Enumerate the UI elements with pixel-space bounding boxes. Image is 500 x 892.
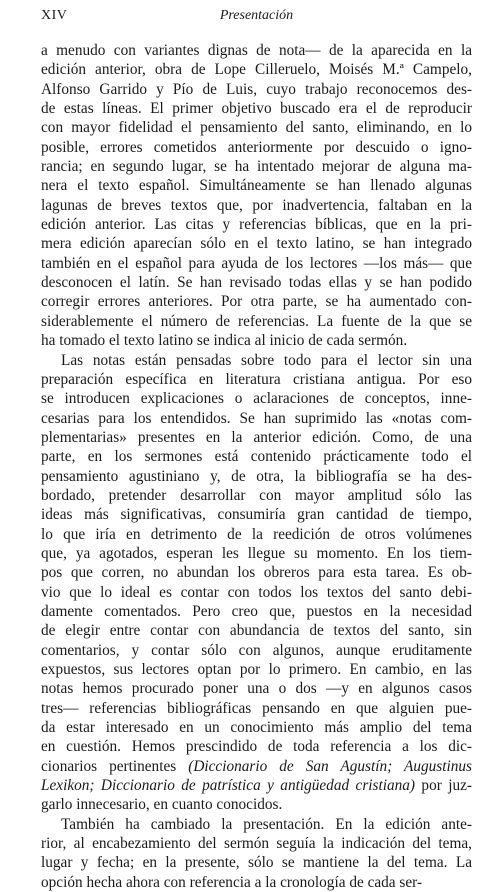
text-line: parte, en los sermones está contenido prácticamente todo el	[41, 448, 472, 466]
text-line: de elegir entre contar con abundancia de textos del santo, sin	[41, 622, 472, 640]
book-page	[41, 6, 472, 892]
text-line: Las notas están pensadas sobre todo para el lector sin una	[61, 351, 472, 369]
text-line: se introducen explicaciones o aclaraciones de conceptos, inne-	[41, 390, 472, 408]
running-head	[41, 6, 472, 28]
text-line: da estar interesado en un conocimiento más amplio del tema	[41, 719, 472, 737]
text-line: a menudo con variantes dignas de nota— de la aparecida en la	[41, 42, 472, 59]
text-line: pensamiento agustiniano y, de otra, la bibliografía se ha des-	[41, 467, 472, 485]
text-line: garlo innecesario, en cuanto conocidos.	[41, 796, 283, 814]
paragraph-3	[41, 815, 472, 892]
text-line: siderablemente el número de referencias. La fuente de la que se	[41, 312, 472, 330]
text-line: que, ya agotados, esperan les llegue su momento. En los tiem-	[41, 544, 472, 562]
text-run: cionarios pertinentes	[41, 757, 177, 775]
italic-title-run: (Diccionario de San Agustín; Augustinus	[188, 757, 472, 775]
text-line: con mayor fidelidad el pensamiento del santo, eliminando, en lo	[41, 119, 472, 137]
paragraph-1	[41, 41, 472, 351]
page-number: XIV	[41, 8, 68, 23]
paragraph-2	[41, 351, 472, 815]
text-run: por juz-	[415, 777, 472, 795]
text-line: mera edición aparecían sólo en el texto latino, se han integrado	[41, 235, 472, 253]
text-line: lo que iría en detrimento de la reedición de otros volúmenes	[41, 525, 472, 543]
text-line: tres— referencias bibliográficas pensando en que alguien pue-	[41, 699, 472, 717]
text-line: también en el español para ayuda de los lectores —los más— que	[41, 254, 472, 272]
text-line: edición anterior, obra de Lope Cilleruelo, Moisés M.ª Campelo,	[41, 61, 472, 79]
text-line: Alfonso Garrido y Pío de Luis, cuyo trabajo reconocemos des-	[41, 80, 472, 98]
italic-title-run: Lexikon; Diccionario de patrística y antigüedad cristiana)	[41, 777, 416, 795]
text-line: También ha cambiado la presentación. En la edición ante-	[61, 815, 472, 833]
text-line: edición anterior. Las citas y referencias bíblicas, que en la pri-	[41, 216, 472, 234]
text-line: de estas líneas. El primer objetivo buscado era el de reproducir	[41, 100, 472, 118]
text-line	[41, 776, 472, 795]
running-title: Presentación	[219, 8, 294, 23]
text-line: notas hemos procurado poner una o dos —y en algunos casos	[41, 680, 472, 698]
text-line: ha tomado el texto latino se indica al inicio de cada sermón.	[41, 332, 408, 350]
text-line: ideas más significativas, consumiría gran cantidad de tiempo,	[41, 506, 472, 524]
text-line	[41, 757, 472, 776]
text-line: en cuestión. Hemos prescindido de toda referencia a los dic-	[41, 738, 472, 756]
body-text	[41, 41, 472, 892]
text-line: lagunas de breves textos que, por inadvertencia, faltaban en la	[41, 196, 472, 214]
text-line: rancia; en segundo lugar, se ha intentado mejorar de alguna ma-	[41, 158, 472, 176]
text-line: corregir errores anteriores. Por otra parte, se ha aumentado con-	[41, 293, 472, 311]
text-line: opción hecha ahora con referencia a la cronología de cada ser-	[41, 873, 423, 891]
text-line: rior, al encabezamiento del sermón seguía la indicación del tema,	[41, 835, 472, 853]
text-line: lugar y fecha; en la presente, sólo se mantiene la del tema. La	[41, 854, 472, 872]
text-line: comentarios, y contar sólo con algunos, aunque eruditamente	[41, 641, 472, 659]
text-line: damente comentados. Pero creo que, puestos en la necesidad	[41, 602, 472, 620]
text-line: posible, errores cometidos anteriormente por descuido o igno-	[41, 138, 472, 156]
text-line: vio que lo ideal es contar con todos los textos del santo debi-	[41, 583, 472, 601]
text-line: cesarias para los entendidos. Se han suprimido las «notas com-	[41, 409, 472, 427]
text-line: preparación específica en literatura cristiana antigua. Por eso	[41, 370, 472, 388]
text-line: pos que corren, no abundan los obreros para esta tarea. Es ob-	[41, 564, 472, 582]
text-line: expuestos, sus lectores optan por lo primero. En cambio, en las	[41, 661, 472, 678]
text-line: bordado, pretender desarrollar con mayor amplitud sólo las	[41, 486, 472, 504]
text-line: desconocen el latín. Se han revisado todas ellas y se han podido	[41, 274, 472, 292]
text-line: nera el texto español. Simultáneamente se han llenado algunas	[41, 177, 472, 195]
text-line: plementarias» presentes en la anterior edición. Como, de una	[41, 428, 472, 446]
